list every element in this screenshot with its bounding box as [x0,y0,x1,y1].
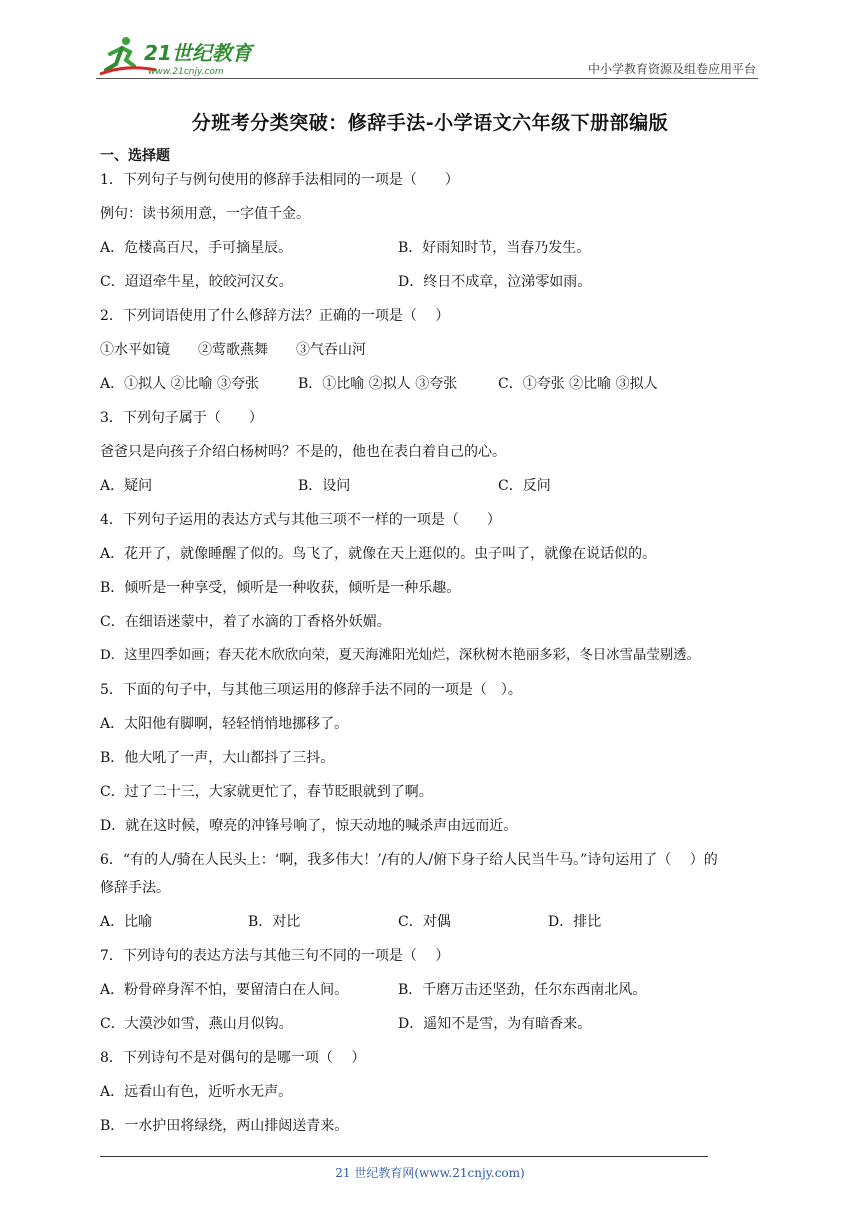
question-7-options-row-2 [100,1014,780,1048]
question-2-option-c: C．①夸张 ②比喻 ③拟人 [498,376,658,392]
page-header [0,0,860,80]
question-6-option-c: C．对偶 [398,914,451,930]
header-platform-text: 中小学教育资源及组卷应用平台 [587,62,756,76]
question-1-stem: 1．下列句子与例句使用的修辞手法相同的一项是（ ） [100,172,459,188]
question-2-option-b: B．①比喻 ②拟人 ③夸张 [298,376,458,392]
question-5-option-a: A．太阳他有脚啊，轻轻悄悄地挪移了。 [100,716,349,732]
question-4-option-c: C．在细语迷蒙中，着了水滴的丁香格外妖媚。 [100,614,391,630]
question-2-stem: 2．下列词语使用了什么修辞方法？正确的一项是（ ） [100,308,450,324]
question-4-stem: 4．下列句子运用的表达方式与其他三项不一样的一项是（ ） [100,512,501,528]
question-7-option-a: A．粉骨碎身浑不怕，要留清白在人间。 [100,982,349,998]
footer-divider [100,1156,708,1157]
question-8-option-b: B．一水护田将绿绕，两山排闼送青来。 [100,1118,349,1134]
question-3-option-c: C．反问 [498,478,551,494]
question-4-option-a: A．花开了，就像睡醒了似的。鸟飞了，就像在天上逛似的。虫子叫了，就像在说话似的。 [100,546,657,562]
question-3-option-b: B．设问 [298,478,351,494]
page-footer: 21 世纪教育网(www.21cnjy.com) [335,1166,525,1180]
question-6-options-row [100,912,780,946]
question-6-option-a: A．比喻 [100,914,153,930]
question-2-option-a: A．①拟人 ②比喻 ③夸张 [100,376,260,392]
question-2-words: ①水平如镜 ②莺歌燕舞 ③气吞山河 [100,342,366,358]
page-title: 分班考分类突破：修辞手法-小学语文六年级下册部编版 [191,112,669,134]
question-4-option-d: D．这里四季如画；春天花木欣欣向荣，夏天海滩阳光灿烂，深秋树木艳丽多彩，冬日冰雪晶莹剔透。 [100,648,700,663]
question-3-sentence: 爸爸只是向孩子介绍白杨树吗？不是的，他也在表白着自己的心。 [100,444,506,460]
question-4-option-b: B．倾听是一种享受，倾听是一种收获，倾听是一种乐趣。 [100,580,461,596]
question-6-option-d: D．排比 [548,914,602,930]
question-2-options-row [100,374,780,408]
question-1-option-c: C．迢迢牵牛星，皎皎河汉女。 [100,274,293,290]
question-5-stem: 5．下面的句子中，与其他三项运用的修辞手法不同的一项是（ ）。 [100,682,522,698]
question-3-options-row [100,476,780,510]
question-5-option-d: D．就在这时候，嘹亮的冲锋号响了，惊天动地的喊杀声由远而近。 [100,818,518,834]
section-heading: 一、选择题 [100,148,170,164]
question-7-option-c: C．大漠沙如雪，燕山月似钩。 [100,1016,293,1032]
question-1-option-b: B．好雨知时节，当春乃发生。 [398,240,591,256]
question-1-option-d: D．终日不成章，泣涕零如雨。 [398,274,592,290]
question-8-stem: 8．下列诗句不是对偶句的是哪一项（ ） [100,1050,366,1066]
question-1-options-row-2 [100,272,780,306]
question-6-stem-line-1: 6．“有的人/骑在人民头上：‘啊，我多伟大！’/有的人/俯下身子给人民当牛马。”诗句运用了（ ）的 [100,852,718,868]
question-7-option-d: D．遥知不是雪，为有暗香来。 [398,1016,592,1032]
question-1-example: 例句：读书须用意，一字值千金。 [100,206,310,222]
logo-brand-url: www.21cnjy.com [148,67,224,77]
question-1-options-row-1 [100,238,780,272]
question-list [100,146,780,1150]
header-divider [96,78,758,79]
question-7-option-b: B．千磨万击还坚劲，任尔东西南北风。 [398,982,647,998]
question-3-option-a: A．疑问 [100,478,153,494]
question-1-option-a: A．危楼高百尺，手可摘星辰。 [100,240,293,256]
question-5-option-c: C．过了二十三，大家就更忙了，春节眨眼就到了啊。 [100,784,433,800]
logo-brand-text: 21世纪教育 [144,41,252,65]
question-5-option-b: B．他大吼了一声，大山都抖了三抖。 [100,750,335,766]
question-6-option-b: B．对比 [248,914,301,930]
question-7-stem: 7．下列诗句的表达方法与其他三句不同的一项是（ ） [100,948,450,964]
logo [96,34,266,78]
question-3-stem: 3．下列句子属于（ ） [100,410,263,426]
question-7-options-row-1 [100,980,780,1014]
question-6-stem-line-2: 修辞手法。 [100,880,170,896]
question-8-option-a: A．远看山有色，近听水无声。 [100,1084,293,1100]
